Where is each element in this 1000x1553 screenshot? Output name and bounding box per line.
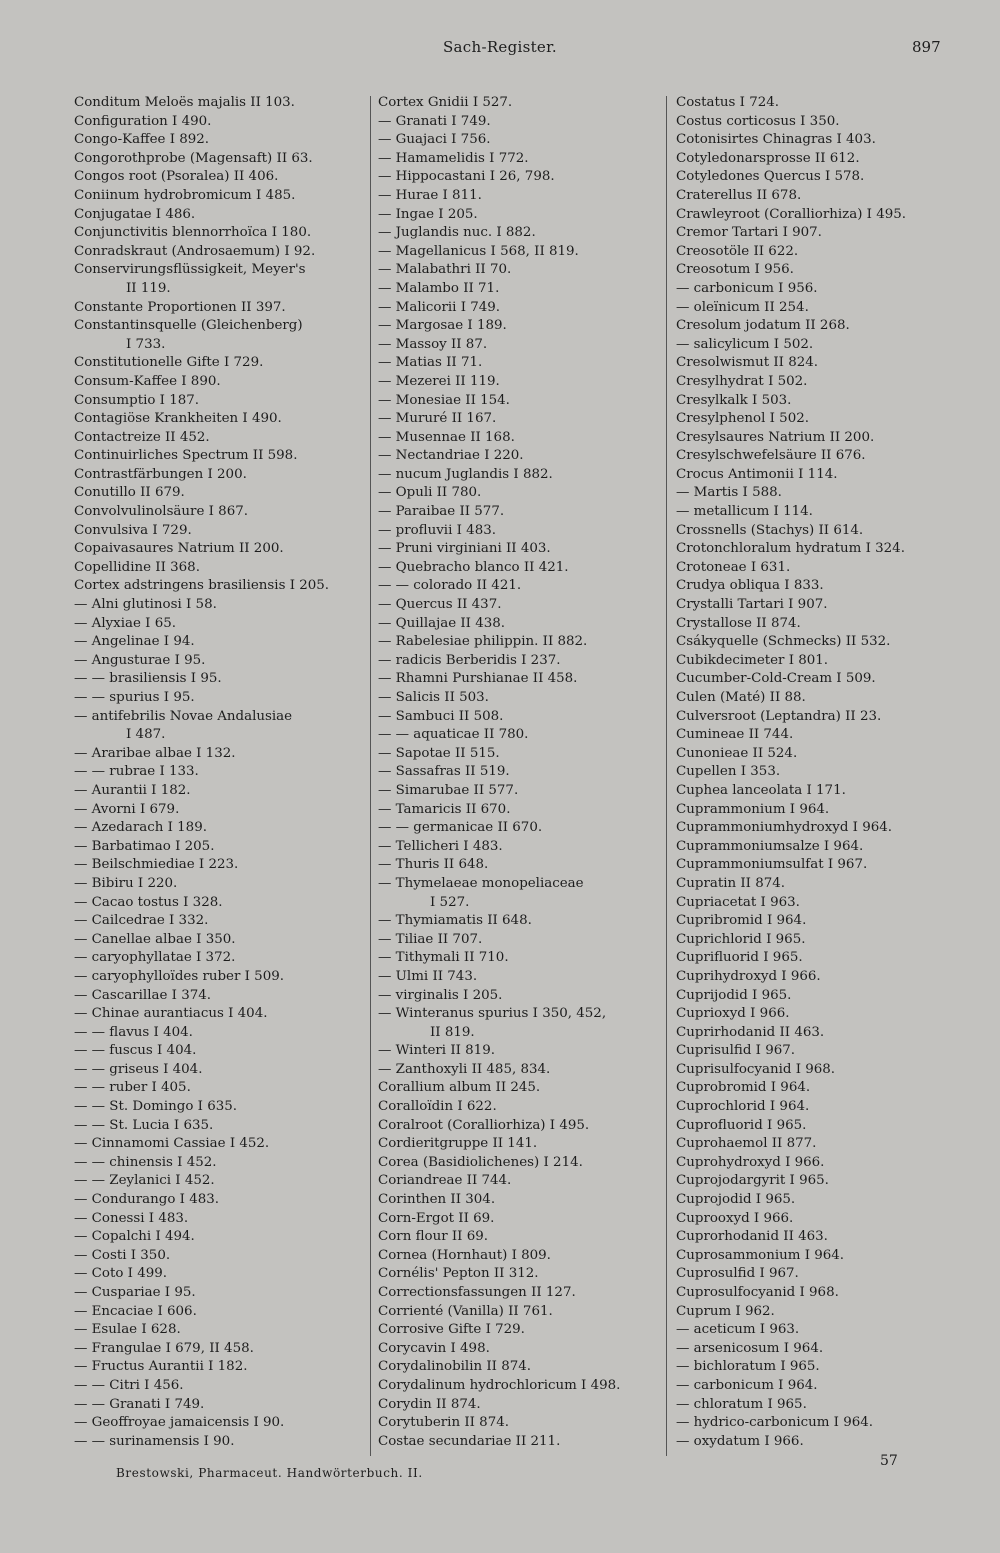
index-entry: Constitutionelle Gifte I 729. <box>74 355 264 371</box>
index-entry: Cotyledones Quercus I 578. <box>676 169 865 185</box>
index-entry: — antifebrilis Novae Andalusiae <box>74 708 293 724</box>
index-entry: — — fuscus I 404. <box>74 1043 197 1059</box>
index-entry: Cornélis' Pepton II 312. <box>378 1266 539 1282</box>
index-entry: Cuprosulfocyanid I 968. <box>676 1285 839 1300</box>
index-entry: — Ulmi II 743. <box>378 968 478 984</box>
index-entry: — carbonicum I 964. <box>676 1377 818 1393</box>
index-entry: — Avorni I 679. <box>74 801 180 817</box>
index-entry: — Thymelaeae monopeliaceae <box>378 875 584 891</box>
index-entry: — Barbatimao I 205. <box>74 838 215 854</box>
index-entry: — Cinnamomi Cassiae I 452. <box>74 1136 270 1152</box>
index-entry: — Sassafras II 519. <box>378 764 510 780</box>
index-entry: Consum-Kaffee I 890. <box>74 373 221 389</box>
index-entry: Corallium album II 245. <box>378 1080 541 1096</box>
column-divider-1 <box>370 96 371 1456</box>
index-entry: — — surinamensis I 90. <box>74 1433 235 1449</box>
index-entry: II 819. <box>430 1024 475 1040</box>
index-entry: Coniinum hydrobromicum I 485. <box>74 187 296 203</box>
index-entry: — Alni glutinosi I 58. <box>74 597 217 613</box>
index-entry: Cuprioxyd I 966. <box>676 1006 790 1022</box>
index-entry: Corrienté (Vanilla) II 761. <box>378 1303 553 1319</box>
index-entry: — Guajaci I 756. <box>378 132 491 148</box>
index-entry: — — brasiliensis I 95. <box>74 671 222 687</box>
index-entry: — Quebracho blanco II 421. <box>378 559 569 575</box>
index-entry: — metallicum I 114. <box>676 504 813 520</box>
index-entry: — Araribae albae I 132. <box>74 745 236 761</box>
index-entry: — Cuspariae I 95. <box>74 1285 196 1300</box>
index-entry: Cuprorhodanid II 463. <box>676 1229 828 1245</box>
index-entry: Cortex Gnidii I 527. <box>378 95 513 110</box>
index-entry: Contagiöse Krankheiten I 490. <box>74 411 282 427</box>
index-entry: — oxydatum I 966. <box>676 1433 804 1449</box>
index-entry: Cupriacetat I 963. <box>676 894 800 910</box>
index-entry: — Cascarillae I 374. <box>74 987 212 1003</box>
index-entry: — Thymiamatis II 648. <box>378 913 532 929</box>
index-entry: Cubikdecimeter I 801. <box>676 652 829 668</box>
index-entry: — Rhamni Purshianae II 458. <box>378 671 578 687</box>
index-entry: — Coto I 499. <box>74 1266 168 1282</box>
index-entry: — Bibiru I 220. <box>74 875 178 891</box>
index-entry: Cortex adstringens brasiliensis I 205. <box>74 578 330 594</box>
index-entry: — Aurantii I 182. <box>74 782 191 798</box>
index-entry: — profluvii I 483. <box>378 522 496 538</box>
index-entry: Crystallose II 874. <box>676 615 801 631</box>
running-title: Sach-Register. <box>442 38 557 56</box>
index-entry: — Winteri II 819. <box>378 1043 495 1059</box>
index-entry: I 487. <box>126 727 166 743</box>
index-entry: Conradskraut (Androsaemum) I 92. <box>74 243 316 259</box>
index-entry: Coralroot (Coralliorhiza) I 495. <box>378 1117 590 1133</box>
index-entry: — — griseus I 404. <box>74 1061 203 1077</box>
index-entry: I 527. <box>430 894 470 910</box>
index-entry: — Pruni virginiani II 403. <box>378 541 551 557</box>
index-entry: — Costi I 350. <box>74 1247 171 1263</box>
index-entry: Coriandreae II 744. <box>378 1173 512 1189</box>
index-entry: — — rubrae I 133. <box>74 764 199 780</box>
index-entry: Cotyledonarsprosse II 612. <box>676 150 860 166</box>
index-entry: — oleïnicum II 254. <box>676 299 809 315</box>
index-entry: — — Citri I 456. <box>74 1377 184 1393</box>
index-entry: — — Granati I 749. <box>74 1396 205 1412</box>
index-entry: Cuprammonium I 964. <box>676 801 830 817</box>
index-entry: Cuphea lanceolata I 171. <box>676 782 846 798</box>
index-entry: Cuprijodid I 965. <box>676 987 792 1003</box>
index-entry: Copaivasaures Natrium II 200. <box>74 541 284 557</box>
index-entry: Costatus I 724. <box>676 95 780 110</box>
index-entry: — Angusturae I 95. <box>74 652 206 668</box>
index-entry: Cuprosulfid I 967. <box>676 1266 799 1282</box>
index-entry: Contactreize II 452. <box>74 429 210 445</box>
index-entry: Corydalinum hydrochloricum I 498. <box>378 1377 621 1393</box>
index-entry: — Angelinae I 94. <box>74 634 195 650</box>
index-entry: Continuirliches Spectrum II 598. <box>74 448 298 464</box>
index-entry: Copellidine II 368. <box>74 559 200 575</box>
index-entry: — — chinensis I 452. <box>74 1154 217 1170</box>
index-entry: Cresylphenol I 502. <box>676 411 809 427</box>
index-entry: — carbonicum I 956. <box>676 280 818 296</box>
index-entry: — Tiliae II 707. <box>378 931 483 947</box>
index-entry: — Alyxiae I 65. <box>74 615 177 631</box>
index-entry: Conservirungsflüssigkeit, Meyer's <box>74 262 306 278</box>
index-entry: Cresylschwefelsäure II 676. <box>676 448 866 464</box>
index-entry: — Cailcedrae I 332. <box>74 913 209 929</box>
index-entry: Cuprochlorid I 964. <box>676 1099 810 1115</box>
index-entry: — Canellae albae I 350. <box>74 931 236 947</box>
index-entry: — Copalchi I 494. <box>74 1229 195 1245</box>
index-entry: Cresylsaures Natrium II 200. <box>676 429 875 445</box>
index-entry: Cupellen I 353. <box>676 764 781 780</box>
index-entry: II 119. <box>126 280 171 296</box>
index-entry: — Simarubae II 577. <box>378 782 519 798</box>
index-entry: Cuprisulfid I 967. <box>676 1043 796 1059</box>
index-entry: Crawleyroot (Coralliorhiza) I 495. <box>676 206 907 222</box>
index-entry: Corytuberin II 874. <box>378 1415 509 1431</box>
index-entry: — Azedarach I 189. <box>74 820 207 836</box>
index-entry: — Nectandriae I 220. <box>378 448 524 464</box>
index-entry: Consumptio I 187. <box>74 392 200 408</box>
index-entry: Cuprosammonium I 964. <box>676 1247 845 1263</box>
index-entry: — Hippocastani I 26, 798. <box>378 169 555 185</box>
index-entry: Cuprojodid I 965. <box>676 1192 796 1208</box>
index-entry: — Conessi I 483. <box>74 1210 189 1226</box>
index-entry: Crotoneae I 631. <box>676 559 791 575</box>
index-entry: — Martis I 588. <box>676 485 782 501</box>
index-entry: — Mururé II 167. <box>378 411 497 427</box>
index-entry: Cuprichlorid I 965. <box>676 931 806 947</box>
index-entry: — Beilschmiediae I 223. <box>74 857 239 873</box>
index-entry: Cunonieae II 524. <box>676 745 798 761</box>
index-entry: Conutillo II 679. <box>74 485 185 501</box>
index-entry: Congo-Kaffee I 892. <box>74 132 210 148</box>
index-entry: Conditum Meloës majalis II 103. <box>74 95 295 110</box>
index-entry: Cuprobromid I 964. <box>676 1080 811 1096</box>
index-entry: — nucum Juglandis I 882. <box>378 466 553 482</box>
index-entry: Cuprifluorid I 965. <box>676 950 803 966</box>
index-entry: — — Zeylanici I 452. <box>74 1173 215 1189</box>
index-entry: — Magellanicus I 568, II 819. <box>378 243 579 259</box>
index-entry: Cuprohaemol II 877. <box>676 1136 817 1152</box>
index-entry: Convulsiva I 729. <box>74 522 192 538</box>
index-entry: Cupribromid I 964. <box>676 913 807 929</box>
index-entry: Cucumber-Cold-Cream I 509. <box>676 671 876 687</box>
index-entry: — Massoy II 87. <box>378 336 488 352</box>
index-entry: — Musennae II 168. <box>378 429 515 445</box>
index-entry: — Monesiae II 154. <box>378 392 510 408</box>
index-entry: Conjunctivitis blennorrhoïca I 180. <box>74 225 312 241</box>
index-entry: I 733. <box>126 336 166 352</box>
index-entry: — Hamamelidis I 772. <box>378 150 529 166</box>
index-entry: Crotonchloralum hydratum I 324. <box>676 541 905 557</box>
index-entry: — — aquaticae II 780. <box>378 727 529 743</box>
index-entry: — Salicis II 503. <box>378 690 489 705</box>
index-entry: Cuprooxyd I 966. <box>676 1210 794 1226</box>
index-entry: — Chinae aurantiacus I 404. <box>74 1006 268 1022</box>
index-entry: — — spurius I 95. <box>74 690 195 705</box>
index-entry: Congos root (Psoralea) II 406. <box>74 169 279 185</box>
index-entry: Cresylkalk I 503. <box>676 392 792 408</box>
index-entry: Cornea (Hornhaut) I 809. <box>378 1247 551 1263</box>
index-entry: — Juglandis nuc. I 882. <box>378 225 536 241</box>
index-entry: — Esulae I 628. <box>74 1322 181 1338</box>
index-entry: Corn flour II 69. <box>378 1229 488 1245</box>
index-entry: Corrosive Gifte I 729. <box>378 1322 525 1338</box>
index-entry: — Winteranus spurius I 350, 452, <box>378 1006 607 1022</box>
index-entry: — bichloratum I 965. <box>676 1359 820 1375</box>
signature-mark: 57 <box>880 1453 898 1469</box>
index-entry: — Tithymali II 710. <box>378 950 509 966</box>
index-entry: Corn-Ergot II 69. <box>378 1210 495 1226</box>
index-entry: Csákyquelle (Schmecks) II 532. <box>676 634 891 650</box>
index-entry: Craterellus II 678. <box>676 187 802 203</box>
index-entry: Cordieritgruppe II 141. <box>378 1136 538 1152</box>
index-entry: — hydrico-carbonicum I 964. <box>676 1415 874 1431</box>
index-entry: Contrastfärbungen I 200. <box>74 466 247 482</box>
index-entry: Correctionsfassungen II 127. <box>378 1285 576 1300</box>
footer-publication: Brestowski, Pharmaceut. Handwörterbuch. II. <box>116 1466 423 1480</box>
index-entry: — — germanicae II 670. <box>378 820 543 836</box>
index-entry: — aceticum I 963. <box>676 1322 800 1338</box>
index-entry: — Hurae I 811. <box>378 187 482 203</box>
index-entry: Cuprammoniumsalze I 964. <box>676 838 864 854</box>
index-entry: Cupratin II 874. <box>676 875 786 891</box>
index-entry: — salicylicum I 502. <box>676 336 814 352</box>
index-entry: — — colorado II 421. <box>378 578 522 594</box>
index-entry: Crossnells (Stachys) II 614. <box>676 522 864 538</box>
index-entry: — Tamaricis II 670. <box>378 801 511 817</box>
index-entry: Corea (Basidiolichenes) I 214. <box>378 1154 583 1170</box>
index-entry: — Rabelesiae philippin. II 882. <box>378 634 588 650</box>
index-entry: — — flavus I 404. <box>74 1024 193 1040</box>
index-entry: Corycavin I 498. <box>378 1340 490 1356</box>
index-entry: — Zanthoxyli II 485, 834. <box>378 1061 551 1077</box>
index-entry: Constante Proportionen II 397. <box>74 299 286 315</box>
index-entry: — Malambo II 71. <box>378 280 500 296</box>
index-entry: — Sambuci II 508. <box>378 708 504 724</box>
index-entry: Cuprammoniumsulfat I 967. <box>676 857 868 873</box>
index-entry: Crudya obliqua I 833. <box>676 578 824 594</box>
index-entry: Cuprohydroxyd I 966. <box>676 1154 825 1170</box>
index-entry: Crystalli Tartari I 907. <box>676 597 828 613</box>
index-entry: Cuprofluorid I 965. <box>676 1117 807 1133</box>
index-entry: — Quillajae II 438. <box>378 615 506 631</box>
index-entry: Constantinsquelle (Gleichenberg) <box>74 318 303 334</box>
index-entry: Costae secundariae II 211. <box>378 1433 561 1449</box>
index-entry: — — ruber I 405. <box>74 1080 191 1096</box>
index-entry: Cotonisirtes Chinagras I 403. <box>676 132 876 148</box>
index-entry: — caryophylloïdes ruber I 509. <box>74 968 284 984</box>
index-entry: — Paraibae II 577. <box>378 504 505 520</box>
index-entry: Convolvulinolsäure I 867. <box>74 504 248 520</box>
index-entry: — Quercus II 437. <box>378 597 502 613</box>
index-entry: — Cacao tostus I 328. <box>74 894 223 910</box>
index-entry: — virginalis I 205. <box>378 987 503 1003</box>
index-entry: — — St. Domingo I 635. <box>74 1099 238 1115</box>
index-entry: — arsenicosum I 964. <box>676 1340 824 1356</box>
index-entry: Culversroot (Leptandra) II 23. <box>676 708 882 724</box>
index-entry: Cuprammoniumhydroxyd I 964. <box>676 820 893 836</box>
index-entry: — Sapotae II 515. <box>378 745 500 761</box>
index-entry: — Margosae I 189. <box>378 318 507 334</box>
index-entry: — Ingae I 205. <box>378 206 478 222</box>
page-number: 897 <box>912 38 941 56</box>
index-entry: Configuration I 490. <box>74 113 212 129</box>
index-entry: Culen (Maté) II 88. <box>676 690 806 705</box>
column-divider-2 <box>666 96 667 1456</box>
index-entry: Cresylhydrat I 502. <box>676 373 808 389</box>
index-entry: — Tellicheri I 483. <box>378 838 503 854</box>
index-entry: — Malabathri II 70. <box>378 262 512 278</box>
index-entry: — chloratum I 965. <box>676 1396 807 1412</box>
index-entry: — Fructus Aurantii I 182. <box>74 1359 248 1375</box>
index-column-2 <box>378 94 662 1451</box>
index-entry: Cuprum I 962. <box>676 1303 775 1319</box>
index-entry: — Frangulae I 679, II 458. <box>74 1340 254 1356</box>
index-entry: Crocus Antimonii I 114. <box>676 466 838 482</box>
index-entry: Cremor Tartari I 907. <box>676 225 822 241</box>
index-entry: Cuprirhodanid II 463. <box>676 1024 825 1040</box>
index-entry: Cresolwismut II 824. <box>676 355 819 371</box>
index-entry: — caryophyllatae I 372. <box>74 950 236 966</box>
index-entry: Conjugatae I 486. <box>74 206 196 222</box>
index-column-3 <box>676 94 966 1451</box>
index-entry: — Malicorii I 749. <box>378 299 501 315</box>
index-entry: Corydin II 874. <box>378 1396 481 1412</box>
index-entry: Cuprihydroxyd I 966. <box>676 968 821 984</box>
index-entry: Creosotum I 956. <box>676 262 794 278</box>
index-entry: — Opuli II 780. <box>378 485 482 501</box>
index-entry: Coralloïdin I 622. <box>378 1099 497 1115</box>
index-entry: — Thuris II 648. <box>378 857 489 873</box>
index-entry: Creosotöle II 622. <box>676 243 799 259</box>
index-entry: — radicis Berberidis I 237. <box>378 652 561 668</box>
index-entry: — Mezerei II 119. <box>378 373 500 389</box>
index-entry: Costus corticosus I 350. <box>676 113 840 129</box>
index-entry: Corinthen II 304. <box>378 1192 496 1208</box>
index-entry: Cuprisulfocyanid I 968. <box>676 1061 836 1077</box>
index-entry: — Condurango I 483. <box>74 1192 220 1208</box>
index-entry: Congorothprobe (Magensaft) II 63. <box>74 150 313 166</box>
index-entry: Cuprojodargyrit I 965. <box>676 1173 829 1189</box>
index-column-1 <box>74 94 368 1451</box>
index-entry: Cumineae II 744. <box>676 727 794 743</box>
index-entry: — Geoffroyae jamaicensis I 90. <box>74 1415 285 1431</box>
index-entry: Corydalinobilin II 874. <box>378 1359 532 1375</box>
index-entry: — Encaciae I 606. <box>74 1303 197 1319</box>
index-entry: — — St. Lucia I 635. <box>74 1117 214 1133</box>
index-entry: Cresolum jodatum II 268. <box>676 318 850 334</box>
index-entry: — Matias II 71. <box>378 355 483 371</box>
index-entry: — Granati I 749. <box>378 113 491 129</box>
